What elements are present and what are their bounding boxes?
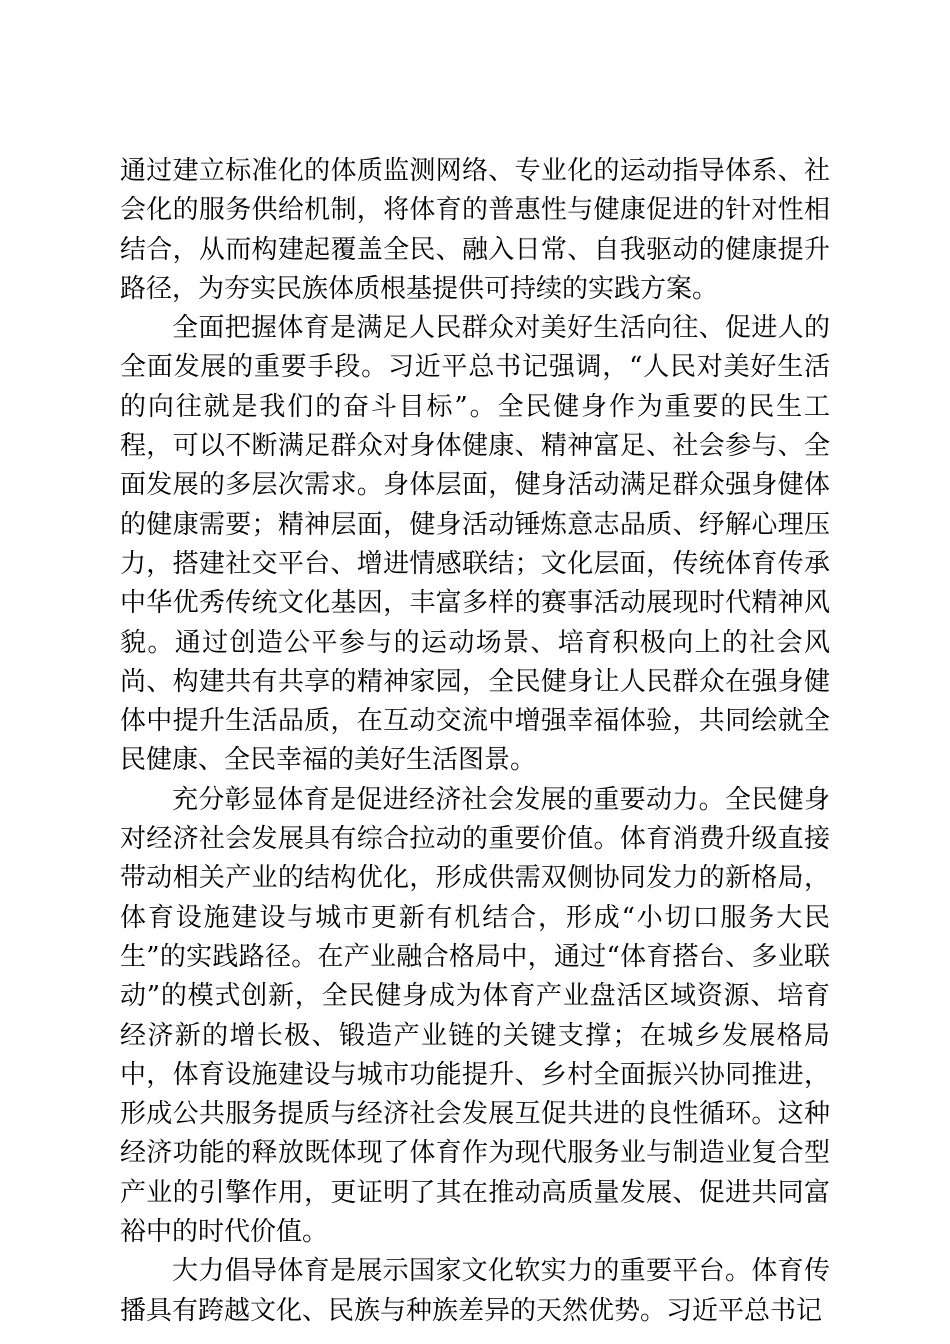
document-body bbox=[120, 152, 830, 1331]
paragraph-people-wellbeing: 全面把握体育是满足人民群众对美好生活向往、促进人的全面发展的重要手段。习近平总书记强调，“人民对美好生活的向往就是我们的奋斗目标”。全民健身作为重要的民生工程，可以不断满足群众对身体健康、精神富足、社会参与、全面发展的多层次需求。身体层面，健身活动满足群众强身健体的健康需要；精神层面，健身活动锤炼意志品质、纾解心理压力，搭建社交平台、增进情感联结；文化层面，传统体育传承中华优秀传统文化基因，丰富多样的赛事活动展现时代精神风貌。通过创造公平参与的运动场景、培育积极向上的社会风尚、构建共有共享的精神家园，全民健身让人民群众在强身健体中提升生活品质，在互动交流中增强幸福体验，共同绘就全民健康、全民幸福的美好生活图景。 bbox=[120, 313, 830, 776]
paragraph-continuation: 通过建立标准化的体质监测网络、专业化的运动指导体系、社会化的服务供给机制，将体育的普惠性与健康促进的针对性相结合，从而构建起覆盖全民、融入日常、自我驱动的健康提升路径，为夯实民族体质根基提供可持续的实践方案。 bbox=[120, 156, 830, 304]
paragraph-cultural-soft-power: 大力倡导体育是展示国家文化软实力的重要平台。体育传播具有跨越文化、民族与种族差异的天然优势。习近平总书记 bbox=[120, 1256, 830, 1326]
paragraph-economic-development: 充分彰显体育是促进经济社会发展的重要动力。全民健身对经济社会发展具有综合拉动的重要价值。体育消费升级直接带动相关产业的结构优化，形成供需双侧协同发力的新格局，体育设施建设与城市更新有机结合，形成“小切口服务大民生”的实践路径。在产业融合格局中，通过“体育搭台、多业联动”的模式创新，全民健身成为体育产业盘活区域资源、培育经济新的增长极、锻造产业链的关键支撑；在城乡发展格局中，体育设施建设与城市功能提升、乡村全面振兴协同推进，形成公共服务提质与经济社会发展互促共进的良性循环。这种经济功能的释放既体现了体育作为现代服务业与制造业复合型产业的引擎作用，更证明了其在推动高质量发展、促进共同富裕中的时代价值。 bbox=[120, 784, 830, 1248]
